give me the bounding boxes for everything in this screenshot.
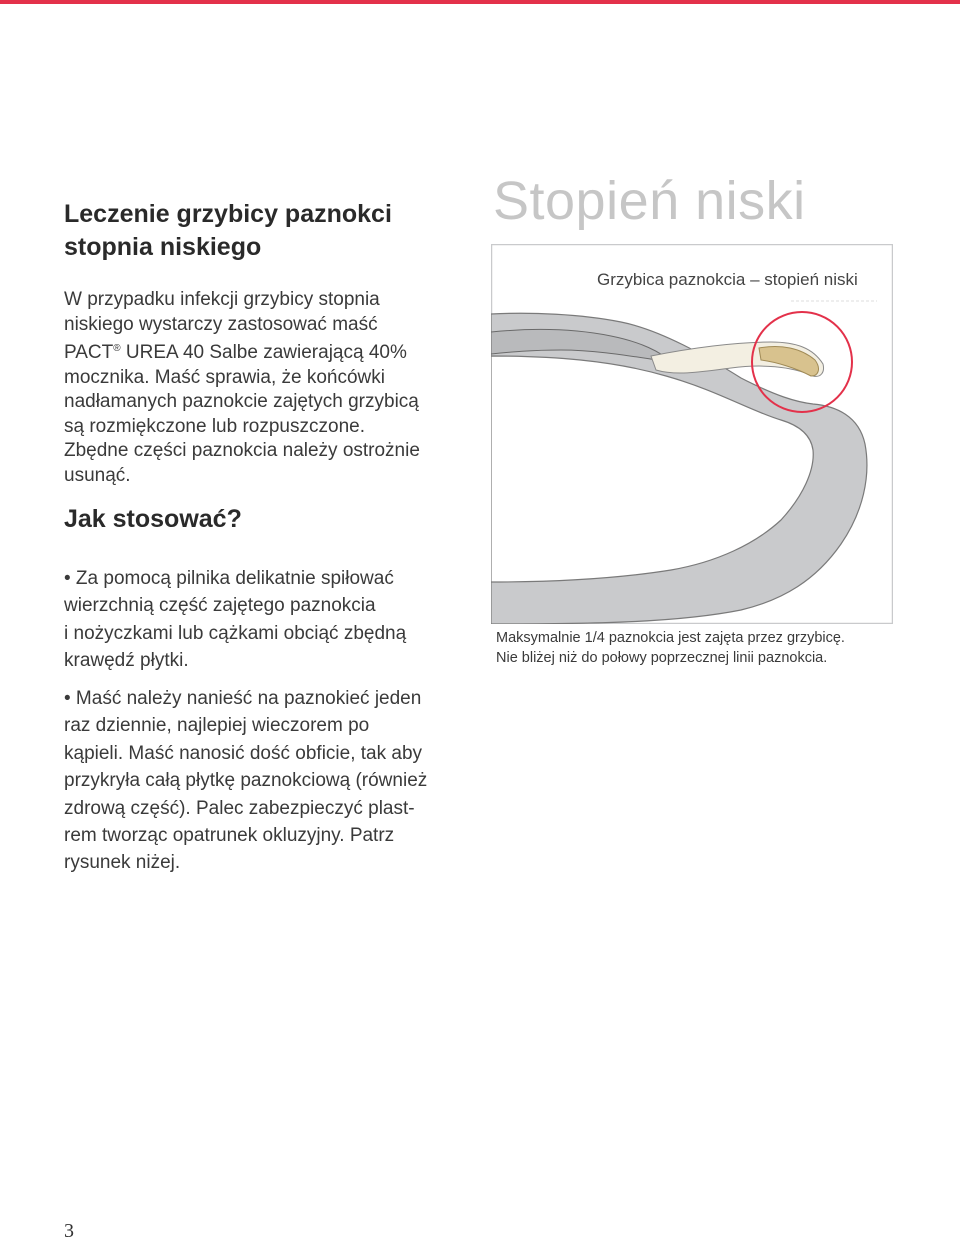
- bullet-line: zdrową część). Palec zabezpieczyć plast-: [64, 797, 415, 819]
- registered-mark: ®: [113, 343, 121, 354]
- bullet-line: raz dziennie, najlepiej wieczorem po: [64, 715, 370, 737]
- caption-line: Maksymalnie 1/4 paznokcia jest zajęta przez grzybicę.: [496, 630, 845, 646]
- product-name: PACT: [64, 342, 114, 363]
- bullet-line: i nożyczkami lub cążkami obciąć zbędną: [64, 622, 407, 644]
- toe-cross-section-diagram: [491, 244, 893, 624]
- intro-line: Zbędne części paznokcia należy ostrożnie: [64, 440, 420, 461]
- heading-line-1: Leczenie grzybicy paznokci: [64, 200, 392, 228]
- bullet-line: kąpieli. Maść nanosić dość obficie, tak aby: [64, 742, 423, 764]
- intro-line: [64, 337, 464, 366]
- instruction-bullet: [64, 565, 484, 675]
- intro-line: W przypadku infekcji grzybicy stopnia: [64, 289, 380, 310]
- intro-paragraph: [64, 288, 464, 488]
- top-accent-rule: [0, 0, 960, 4]
- how-to-use-heading: Jak stosować?: [64, 505, 242, 533]
- bullet-line: • Za pomocą pilnika delikatnie spiłować: [64, 568, 394, 589]
- heading-line-2: stopnia niskiego: [64, 233, 262, 261]
- bullet-line: przykryła całą płytkę paznokciową (również: [64, 770, 428, 792]
- bullet-line: rysunek niżej.: [64, 852, 181, 874]
- intro-line: niskiego wystarczy zastosować maść: [64, 313, 378, 335]
- nail-illustration: [491, 244, 893, 624]
- intro-line: mocznika. Maść sprawia, że końcówki: [64, 366, 385, 388]
- instruction-bullet: [64, 685, 484, 877]
- bullet-line: rem tworząc opatrunek okluzyjny. Patrz: [64, 825, 395, 847]
- illustration-caption: [496, 628, 916, 668]
- illustration-label: Grzybica paznokcia – stopień niski: [597, 270, 858, 289]
- bullet-line: • Maść należy nanieść na paznokieć jeden: [64, 688, 422, 709]
- intro-line: są rozmiękczone lub rozpuszczone.: [64, 415, 365, 437]
- intro-line: usunąć.: [64, 464, 131, 486]
- bullet-line: krawędź płytki.: [64, 650, 189, 672]
- page-number: 3: [64, 1220, 74, 1242]
- caption-line: Nie bliżej niż do połowy poprzecznej linii paznokcia.: [496, 650, 828, 666]
- intro-line: nadłamanych paznokcie zajętych grzybicą: [64, 391, 419, 412]
- stage-title: Stopień niski: [493, 171, 806, 231]
- section-heading: [64, 198, 464, 264]
- intro-line-rest: UREA 40 Salbe zawierającą 40%: [120, 342, 407, 363]
- bullet-line: wierzchnią część zajętego paznokcia: [64, 595, 376, 617]
